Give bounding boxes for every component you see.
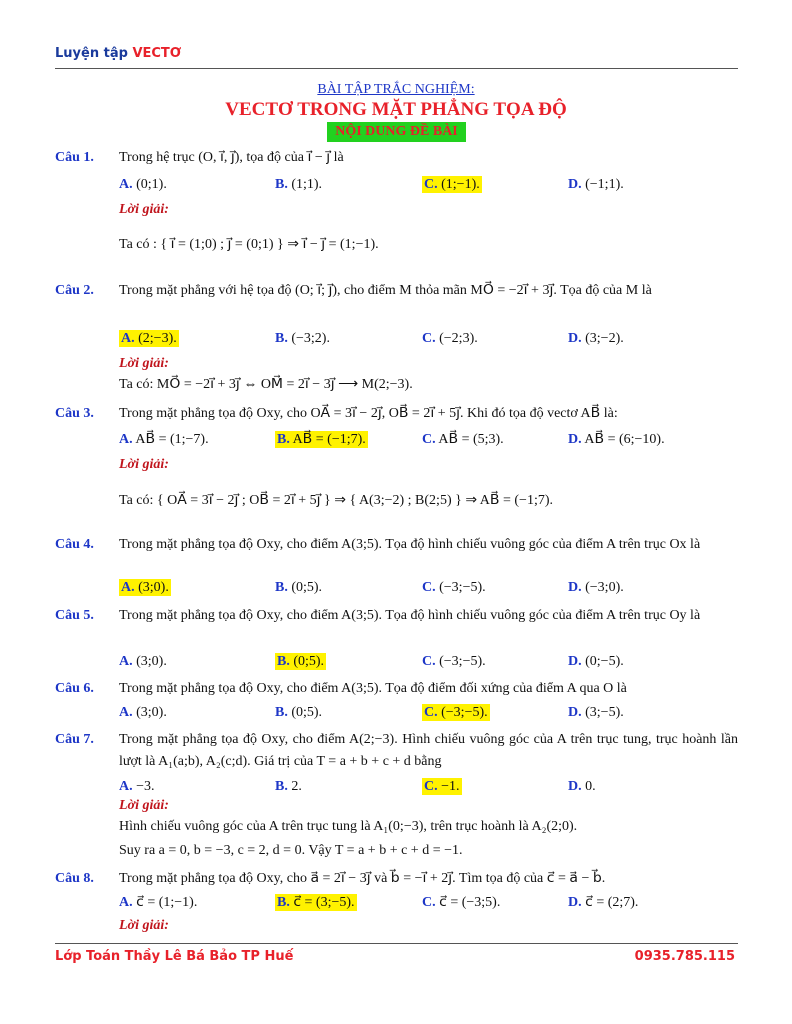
- question-text: Trong hệ trục (O, i⃗, j⃗), tọa độ của i⃗ − j⃗ là: [119, 150, 344, 165]
- option-c: C. −1.: [424, 779, 460, 794]
- question-text: Trong mặt phẳng tọa độ Oxy, cho điểm A(3;5). Tọa độ điểm đối xứng của điểm A qua O là: [119, 681, 627, 696]
- solution-line: Ta có: MO⃗ = −2i⃗ + 3j⃗ ⇔ OM⃗ = 2i⃗ − 3j⃗ ⟶ M(2;−3).: [119, 377, 413, 392]
- option-d: D. (0;−5).: [568, 654, 624, 669]
- header-accent: VECTƠ: [132, 46, 182, 61]
- header-prefix: Luyện tập: [55, 46, 133, 61]
- footer-left: Lớp Toán Thầy Lê Bá Bảo TP Huế: [55, 949, 294, 964]
- option-b: B. (0;5).: [277, 654, 325, 669]
- option-c: C. (−2;3).: [422, 331, 478, 346]
- header-rule: [55, 68, 738, 69]
- option-b: B. 2.: [275, 779, 302, 794]
- option-c: C. AB⃗ = (5;3).: [422, 432, 504, 447]
- question-number: Câu 7.: [55, 732, 94, 747]
- option-d: D. (3;−5).: [568, 705, 624, 720]
- solution-line: Suy ra a = 0, b = −3, c = 2, d = 0. Vậy T = a + b + c + d = −1.: [119, 843, 463, 858]
- option-a: A. (3;0).: [121, 580, 169, 595]
- question-text: Trong mặt phẳng tọa độ Oxy, cho điểm A(2;−3). Hình chiếu vuông góc của A trên trục tung, trục hoành lần lượt là A₁(a;b), A₂(c;d). Giá trị của T = a + b + c + d bằng: [119, 732, 738, 769]
- option-b: B. (−3;2).: [275, 331, 330, 346]
- option-b: B. (1;1).: [275, 177, 323, 192]
- page-title: VECTƠ TRONG MẶT PHẲNG TỌA ĐỘ: [225, 99, 567, 120]
- question-number: Câu 2.: [55, 283, 94, 298]
- option-a: A. (3;0).: [119, 705, 167, 720]
- option-d: D. (−1;1).: [568, 177, 624, 192]
- question-number: Câu 1.: [55, 150, 94, 165]
- option-d: D. (−3;0).: [568, 580, 624, 595]
- option-a: A. (2;−3).: [121, 331, 177, 346]
- option-a: A. c⃗ = (1;−1).: [119, 895, 198, 910]
- solution-line: Hình chiếu vuông góc của A trên trục tung là A₁(0;−3), trên trục hoành là A₂(2;0).: [119, 819, 578, 834]
- solution-label: Lời giải:: [119, 918, 169, 933]
- solution-line: Ta có : { i⃗ = (1;0) ; j⃗ = (0;1) } ⇒ i⃗ − j⃗ = (1;−1).: [119, 237, 379, 252]
- option-d: D. (3;−2).: [568, 331, 624, 346]
- question-text: Trong mặt phẳng tọa độ Oxy, cho điểm A(3;5). Tọa độ hình chiếu vuông góc của điểm A trên trục Oy là: [119, 608, 701, 623]
- option-b: B. (0;5).: [275, 580, 323, 595]
- option-c: C. (1;−1).: [424, 177, 480, 192]
- question-text: Trong mặt phẳng tọa độ Oxy, cho điểm A(3;5). Tọa độ hình chiếu vuông góc của điểm A trên trục Ox là: [119, 537, 701, 552]
- question-number: Câu 4.: [55, 537, 94, 552]
- question-number: Câu 5.: [55, 608, 94, 623]
- option-c: C. (−3;−5).: [424, 705, 488, 720]
- footer-right: 0935.785.115: [634, 949, 735, 964]
- solution-label: Lời giải:: [119, 202, 169, 217]
- question-text: Trong mặt phẳng với hệ tọa độ (O; i⃗; j⃗), cho điểm M thỏa mãn MO⃗ = −2i⃗ + 3j⃗. Tọa độ của M là: [119, 283, 652, 298]
- option-b: B. c⃗ = (3;−5).: [277, 895, 355, 910]
- option-a: A. (3;0).: [119, 654, 167, 669]
- footer-rule: [55, 943, 738, 944]
- option-d: D. 0.: [568, 779, 596, 794]
- option-b: B. (0;5).: [275, 705, 323, 720]
- solution-label: Lời giải:: [119, 798, 169, 813]
- question-number: Câu 8.: [55, 871, 94, 886]
- option-a: A. (0;1).: [119, 177, 167, 192]
- section-banner: NỘI DUNG ĐỀ BÀI: [327, 122, 466, 142]
- question-text: Trong mặt phẳng tọa độ Oxy, cho a⃗ = 2i⃗ − 3j⃗ và b⃗ = −i⃗ + 2j⃗. Tìm tọa độ của c⃗ = a⃗ − b⃗.: [119, 871, 606, 886]
- option-c: C. c⃗ = (−3;5).: [422, 895, 501, 910]
- solution-label: Lời giải:: [119, 457, 169, 472]
- option-a: A. AB⃗ = (1;−7).: [119, 432, 209, 447]
- option-a: A. −3.: [119, 779, 155, 794]
- option-d: D. AB⃗ = (6;−10).: [568, 432, 665, 447]
- option-c: C. (−3;−5).: [422, 654, 486, 669]
- question-text: Trong mặt phẳng tọa độ Oxy, cho OA⃗ = 3i⃗ − 2j⃗, OB⃗ = 2i⃗ + 5j⃗. Khi đó tọa độ vectơ AB⃗ là:: [119, 406, 618, 421]
- page-header: [55, 46, 181, 61]
- question-number: Câu 3.: [55, 406, 94, 421]
- option-c: C. (−3;−5).: [422, 580, 486, 595]
- option-d: D. c⃗ = (2;7).: [568, 895, 639, 910]
- solution-label: Lời giải:: [119, 356, 169, 371]
- subtitle: BÀI TẬP TRẮC NGHIỆM:: [317, 82, 475, 97]
- solution-line: Ta có: { OA⃗ = 3i⃗ − 2j⃗ ; OB⃗ = 2i⃗ + 5j⃗ } ⇒ { A(3;−2) ; B(2;5) } ⇒ AB⃗ = (−1;7).: [119, 493, 553, 508]
- question-number: Câu 6.: [55, 681, 94, 696]
- option-b: B. AB⃗ = (−1;7).: [277, 432, 366, 447]
